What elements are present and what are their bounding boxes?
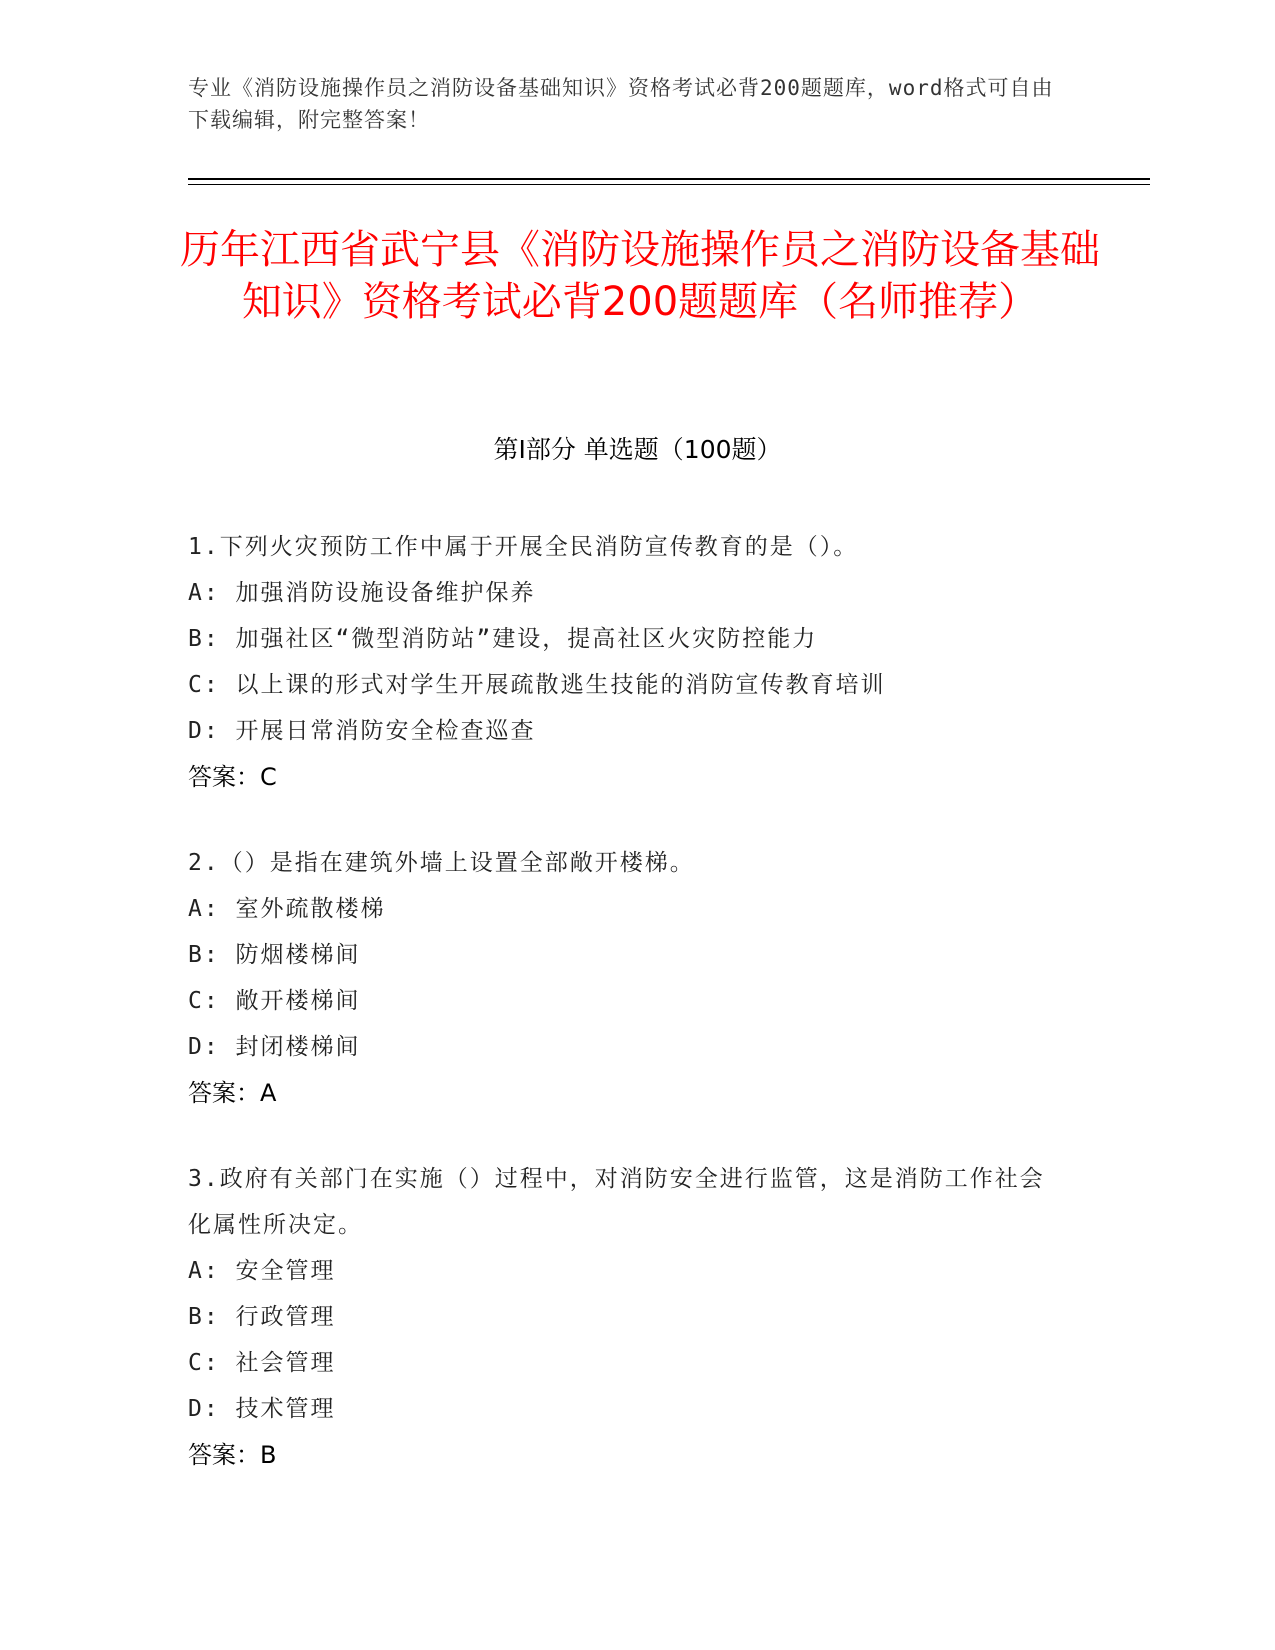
option-a: A: 室外疏散楼梯 <box>188 896 386 922</box>
question-1 <box>188 524 1068 800</box>
option-b: B: 加强社区“微型消防站”建设，提高社区火灾防控能力 <box>188 626 818 652</box>
question-stem: 2.（）是指在建筑外墙上设置全部敞开楼梯。 <box>188 850 695 876</box>
option-a: A: 安全管理 <box>188 1258 336 1284</box>
option-d: D: 开展日常消防安全检查巡查 <box>188 718 536 744</box>
document-title: 历年江西省武宁县《消防设施操作员之消防设备基础知识》资格考试必背200题题库（名师推荐） <box>180 227 1100 325</box>
answer: 答案：A <box>188 1079 277 1107</box>
section-heading: 第Ⅰ部分 单选题（100题） <box>493 435 782 464</box>
option-d: D: 技术管理 <box>188 1396 336 1422</box>
question-stem: 1.下列火灾预防工作中属于开展全民消防宣传教育的是（）。 <box>188 534 859 560</box>
option-a: A: 加强消防设施设备维护保养 <box>188 580 536 606</box>
question-list <box>188 524 1068 1518</box>
option-b: B: 防烟楼梯间 <box>188 942 361 968</box>
option-d: D: 封闭楼梯间 <box>188 1034 361 1060</box>
question-2 <box>188 840 1068 1116</box>
option-c: C: 社会管理 <box>188 1350 336 1376</box>
question-3 <box>188 1156 1068 1478</box>
header-divider-thick <box>188 178 1150 180</box>
header-divider-thin <box>188 184 1150 185</box>
option-c: C: 敞开楼梯间 <box>188 988 361 1014</box>
question-stem: 3.政府有关部门在实施（）过程中，对消防安全进行监管，这是消防工作社会化属性所决定。 <box>188 1166 1045 1238</box>
header-note: 专业《消防设施操作员之消防设备基础知识》资格考试必背200题题库，word格式可自由下载编辑，附完整答案！ <box>188 76 1054 132</box>
option-b: B: 行政管理 <box>188 1304 336 1330</box>
answer: 答案：C <box>188 763 277 791</box>
option-c: C: 以上课的形式对学生开展疏散逃生技能的消防宣传教育培训 <box>188 672 886 698</box>
answer: 答案：B <box>188 1441 277 1469</box>
